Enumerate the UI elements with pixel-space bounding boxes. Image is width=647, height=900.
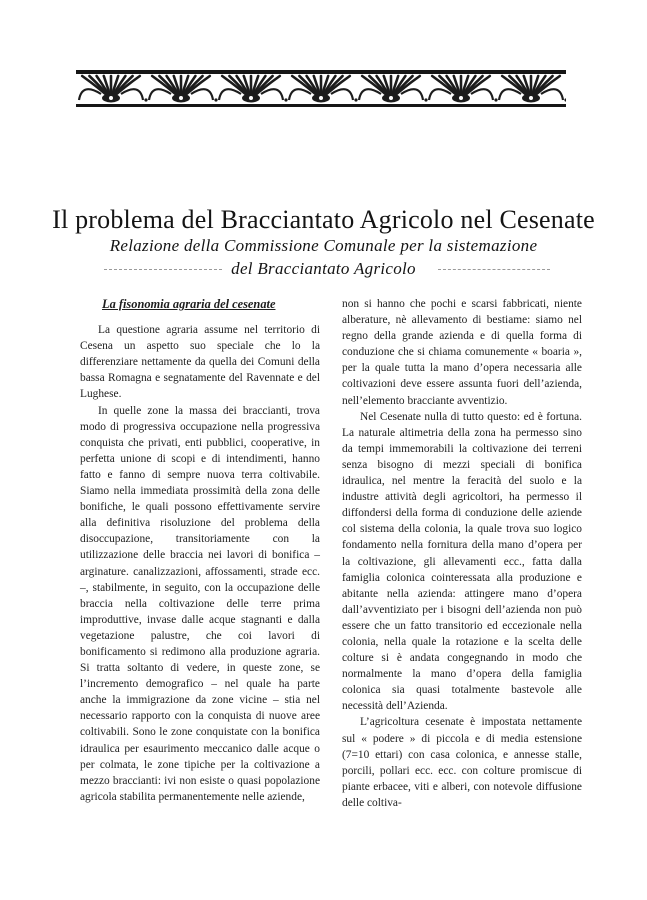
paragraph: Nel Cesenate nulla di tutto questo: ed è fortuna. La naturale altimetria della zona ha permesso sino da tempi immemorabili la coltivazione dei terreni senza bisogno di mezzi speciali di bonifica idraulica, nel mentre la feracità del suolo e la industre attività degli agricoltori, ha permesso il diffondersi della forma di conduzione delle aziende col sistema della colonia, la quale trova suo logico fondamento nella fornitura della mano d’opera per la coltivazione, gli allevamenti ecc., fatta dalla famiglia colonica cointeressata alla produzione e abitante nella azienda: attingere mano d’opera dall’avventiziato per i bisogni dell’azienda non può essere che un fatto transitorio ed eccezionale nella colonia, nella quale la rotazione e la scelta delle colture si è andata congegnando in modo che normalmente la mano d’opera della famiglia colonica sia quasi totalmente bastevole alle necessità dell’Azienda. xyxy=(342,410,582,713)
article-subtitle-line1: Relazione della Commissione Comunale per la sistemazione xyxy=(109,236,538,255)
frieze-motif xyxy=(219,76,288,103)
frieze-motif xyxy=(79,76,148,103)
title-rule-right xyxy=(438,269,550,270)
frieze-motif xyxy=(149,76,218,103)
paragraph: non si hanno che pochi e scarsi fabbricati, niente alberature, nè allevamento di bestiame: siamo nel regno della grande azienda e di quella forma di conduzione che si chiama comunemente « boaria », per la quale tutta la mano d’opera necessaria alle coltivazioni deve essere assunta fuori dell’azienda, nell’elemento bracciante avventizio. xyxy=(342,298,582,407)
frieze-motif xyxy=(499,76,566,103)
section-heading: La fisonomia agraria del cesenate xyxy=(102,297,276,311)
article-title: Il problema del Bracciantato Agricolo nel Cesenate xyxy=(52,205,595,234)
frieze-motif xyxy=(359,76,428,103)
frieze-motif xyxy=(289,76,358,103)
paragraph: La questione agraria assume nel territorio di Cesena un aspetto suo speciale che lo la differenziare nettamente da quella dei Comuni della bassa Romagna e segnatamente del Ravennate e del Lughese. xyxy=(80,324,320,401)
left-column xyxy=(80,296,320,805)
article-subtitle-line2: del Bracciantato Agricolo xyxy=(231,259,416,278)
right-column xyxy=(342,296,582,811)
decorative-frieze xyxy=(76,70,566,108)
frieze-motif xyxy=(429,76,498,103)
paragraph: In quelle zone la massa dei braccianti, trova modo di progressiva occupazione nella progressiva conquista che privati, enti pubblici, cooperative, in perfetta unione di scopi e di intendimenti, hanno fatto e fanno di sempre nuova terra coltivabile. Siamo nella immediata prossimità della zona delle bonifiche, le quali possono effettivamente servire alla definitiva risoluzione del problema della disoccupazione, transitoriamente con la utilizzazione delle braccia nei lavori di bonifica – arginature. canalizzazioni, affossamenti, strade ecc. –, stabilmente, in seguito, con la occupazione delle braccia nella coltivazione delle terre prima improduttive, invase dalle acque stagnanti e dalla vegetazione palustre, che coi lavori di bonificamento si redimono alla produzione agraria. Si tratta soltanto di vedere, in queste zone, se l’incremento demografico – nel quale ha parte anche la immigrazione da zone vicine – stia nel necessario rapporto con la conquista di nuove aree coltivabili. Sono le zone conquistate con la bonifica idraulica per esaurimento meccanico dalle acque o per colmata, le zone tipiche per la coltivazione a mezzo braccianti: ivi non esiste o quasi popolazione agricola stabilita permanentemente nelle aziende, xyxy=(80,404,320,803)
paragraph: L’agricoltura cesenate è impostata nettamente sul « podere » di piccola e di media estensione (7=10 ettari) con casa colonica, e annesse stalle, porcili, pollari ecc. ecc. con colture promiscue di piante erbacee, viti e alberi, con notevole diffusione delle coltiva- xyxy=(342,716,582,809)
